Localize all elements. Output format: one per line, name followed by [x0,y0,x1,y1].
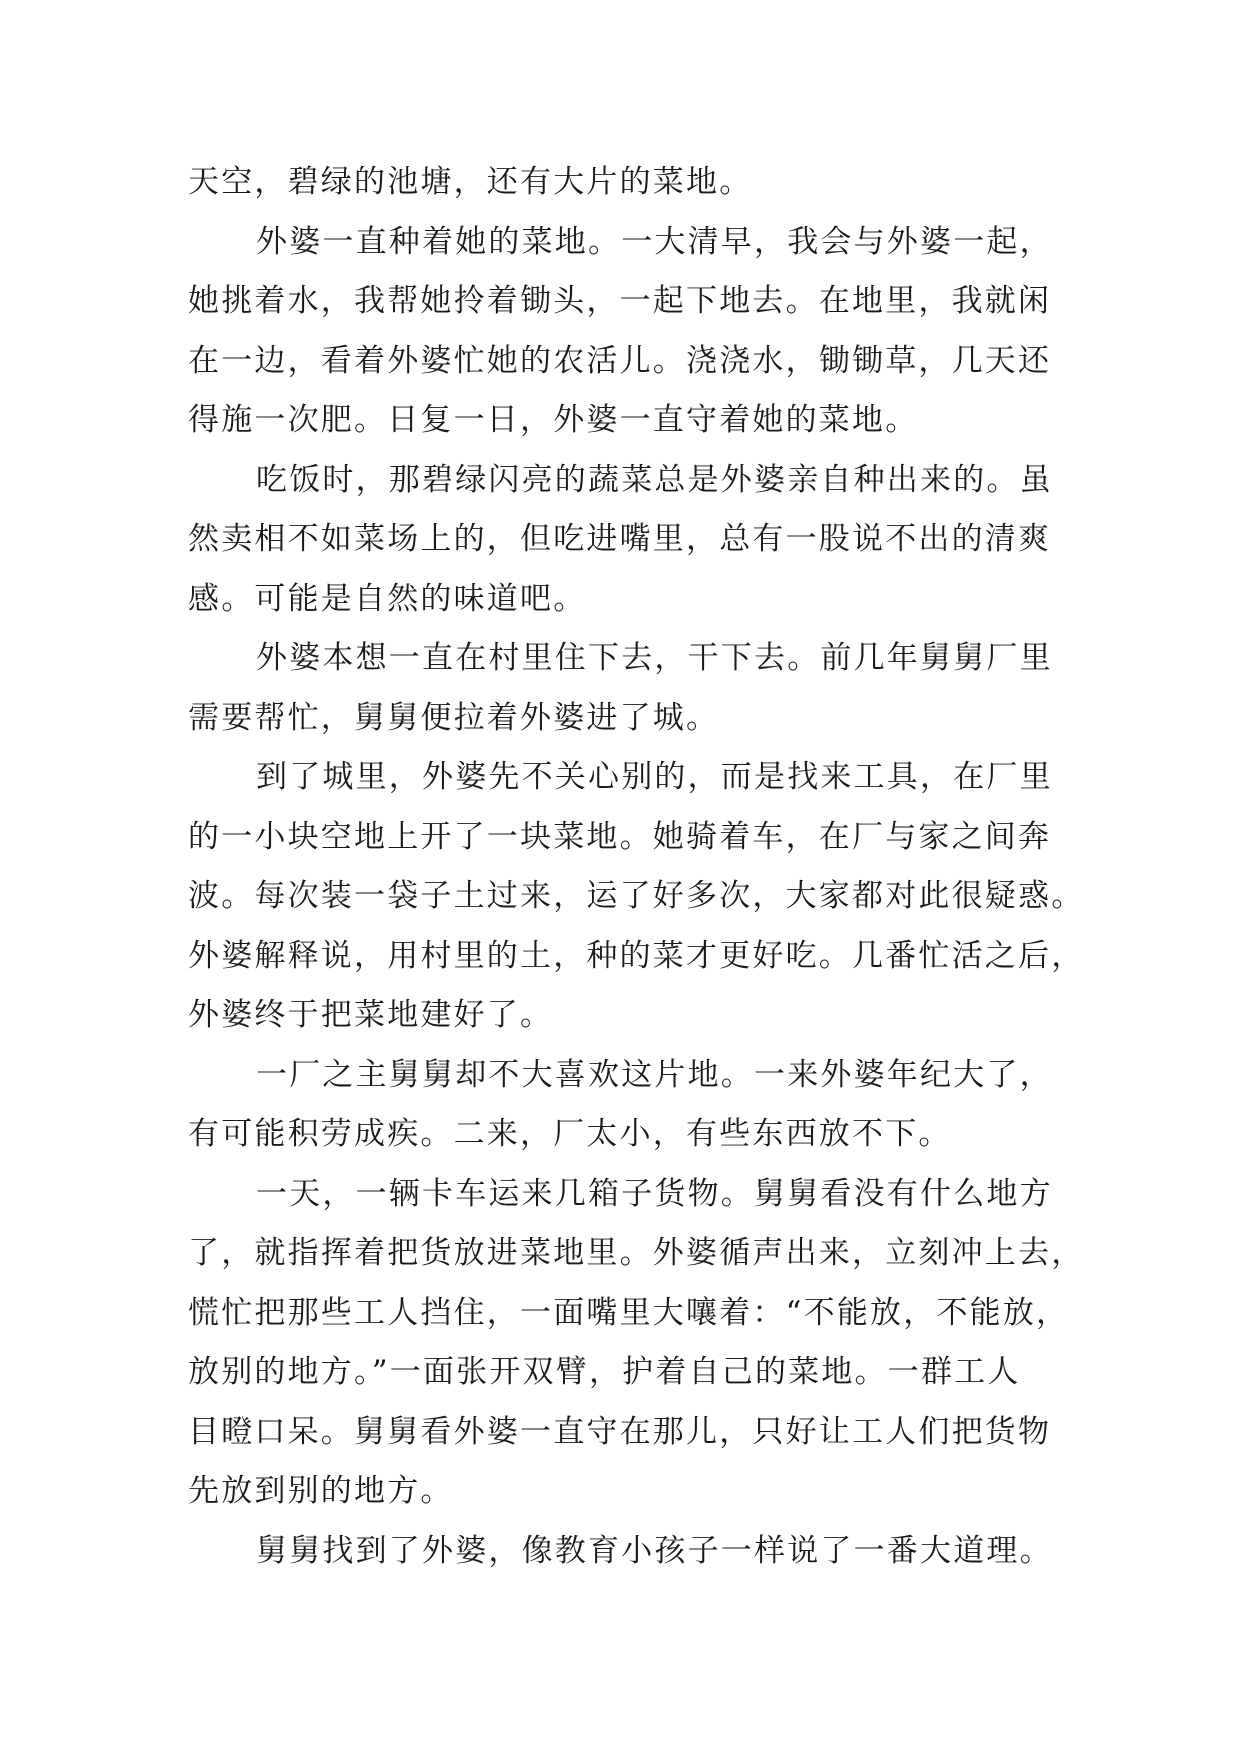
text-line: 目瞪口呆。舅舅看外婆一直守在那儿，只好让工人们把货物 [188,1413,1052,1450]
paragraph-first-line: 到了城里，外婆先不关心别的，而是找来工具，在厂里 [256,759,1053,795]
text-line: 先放到别的地方。 [188,1473,454,1509]
text-line: 的一小块空地上开了一块菜地。她骑着车，在厂与家之间奔 [188,818,1052,855]
text-line: 外婆终于把菜地建好了。 [188,997,554,1033]
text-line: 得施一次肥。日复一日，外婆一直守着她的菜地。 [188,402,919,438]
paragraph-first-line: 一天，一辆卡车运来几箱子货物。舅舅看没有什么地方 [256,1175,1053,1212]
paragraph-first-line: 舅舅找到了外婆，像教育小孩子一样说了一番大道理。 [256,1532,1053,1569]
text-line: 外婆解释说，用村里的土，种的菜才更好吃。几番忙活之后， [188,937,1085,974]
body-text [188,153,1088,1581]
text-line: 在一边，看着外婆忙她的农活儿。浇浇水，锄锄草，几天还 [188,342,1052,379]
paragraph-first-line: 外婆本想一直在村里住下去，干下去。前几年舅舅厂里 [256,640,1053,676]
text-line: 波。每次装一袋子土过来，运了好多次，大家都对此很疑惑。 [188,878,1085,914]
paragraph-first-line: 吃饭时，那碧绿闪亮的蔬菜总是外婆亲自种出来的。虽 [256,461,1053,498]
text-line: 天空，碧绿的池塘，还有大片的菜地。 [188,164,753,200]
text-line: 慌忙把那些工人挡住，一面嘴里大嚷着：“不能放，不能放， [188,1294,1070,1331]
paragraph-first-line: 一厂之主舅舅却不大喜欢这片地。一来外婆年纪大了， [256,1056,1053,1093]
paragraph-first-line: 外婆一直种着她的菜地。一大清早，我会与外婆一起， [256,223,1053,260]
text-line: 有可能积劳成疾。二来，厂太小，有些东西放不下。 [188,1116,952,1152]
text-line: 了，就指挥着把货放进菜地里。外婆循声出来，立刻冲上去， [188,1235,1085,1271]
text-line: 放别的地方。”一面张开双臂，护着自己的菜地。一群工人 [188,1354,1021,1390]
text-line: 感。可能是自然的味道吧。 [188,580,587,617]
text-line: 需要帮忙，舅舅便拉着外婆进了城。 [188,699,720,736]
text-line: 然卖相不如菜场上的，但吃进嘴里，总有一股说不出的清爽 [188,521,1052,557]
text-line: 她挑着水，我帮她拎着锄头，一起下地去。在地里，我就闲 [188,283,1052,319]
